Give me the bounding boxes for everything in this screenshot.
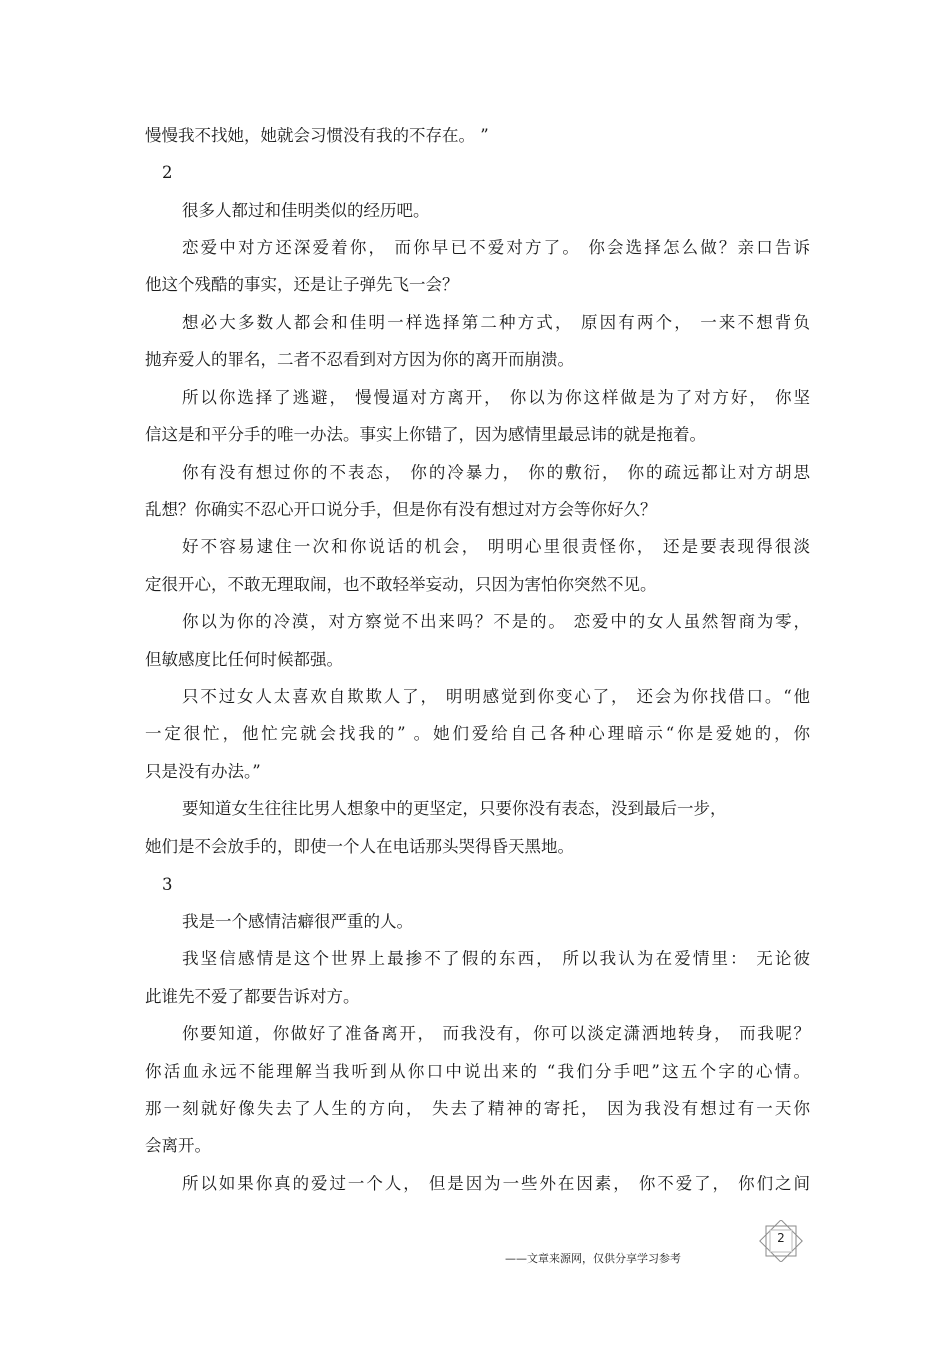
text-line: 我坚信感情是这个世界上最掺不了假的东西， 所以我认为在爱情里： 无论彼	[182, 949, 810, 968]
text-line: 你活血永远不能理解当我听到从你口中说出来的 “我们分手吧”这五个字的心情。	[145, 1062, 810, 1081]
section-number: 3	[162, 875, 173, 894]
text-line: 他这个残酷的事实，还是让子弹先飞一会？	[145, 275, 459, 294]
text-line: 所以如果你真的爱过一个人， 但是因为一些外在因素， 你不爱了， 你们之间	[182, 1174, 810, 1193]
text-line: 此谁先不爱了都要告诉对方。	[145, 987, 360, 1006]
text-line: 好不容易逮住一次和你说话的机会， 明明心里很责怪你， 还是要表现得很淡	[182, 537, 810, 556]
text-line: 会离开。	[145, 1136, 211, 1155]
page-number-badge	[757, 1220, 805, 1262]
text-line: 恋爱中对方还深爱着你， 而你早已不爱对方了。 你会选择怎么做？亲口告诉	[182, 238, 810, 257]
section-number: 2	[162, 163, 173, 182]
text-line: 但敏感度比任何时候都强。	[145, 650, 343, 669]
text-line: 那一刻就好像失去了人生的方向， 失去了精神的寄托， 因为我没有想过有一天你	[145, 1099, 810, 1118]
text-line: 定很开心，不敢无理取闹，也不敢轻举妄动，只因为害怕你突然不见。	[145, 575, 657, 594]
text-line: 你以为你的冷漠，对方察觉不出来吗？不是的。 恋爱中的女人虽然智商为零，	[182, 612, 810, 631]
text-line: 只是没有办法。”	[145, 762, 261, 781]
text-line: 乱想？你确实不忍心开口说分手，但是你有没有想过对方会等你好久？	[145, 500, 657, 519]
text-line: 你要知道，你做好了准备离开， 而我没有，你可以淡定潇洒地转身， 而我呢？	[182, 1024, 810, 1043]
text-line: 她们是不会放手的，即使一个人在电话那头哭得昏天黑地。	[145, 837, 574, 856]
text-line: 我是一个感情洁癖很严重的人。	[182, 912, 413, 931]
text-line: 信这是和平分手的唯一办法。事实上你错了，因为感情里最忌讳的就是拖着。	[145, 425, 706, 444]
text-line: 想必大多数人都会和佳明一样选择第二种方式， 原因有两个， 一来不想背负	[182, 313, 810, 332]
text-line: 一定很忙，他忙完就会找我的” 。她们爱给自己各种心理暗示“你是爱她的，你	[145, 724, 810, 743]
text-line: 你有没有想过你的不表态， 你的冷暴力， 你的敷衍， 你的疏远都让对方胡思	[182, 463, 810, 482]
text-line: 要知道女生往往比男人想象中的更坚定，只要你没有表态，没到最后一步，	[182, 799, 727, 818]
source-note: ——文章来源网，仅供分享学习参考	[505, 1252, 681, 1265]
text-line: 所以你选择了逃避， 慢慢逼对方离开， 你以为你这样做是为了对方好， 你坚	[182, 388, 810, 407]
text-line: 很多人都过和佳明类似的经历吧。	[182, 201, 430, 220]
page-number: 2	[777, 1231, 785, 1245]
text-line: 抛弃爱人的罪名，二者不忍看到对方因为你的离开而崩溃。	[145, 350, 574, 369]
text-line: 慢慢我不找她，她就会习惯没有我的不存在。 ”	[145, 126, 489, 145]
text-line: 只不过女人太喜欢自欺欺人了， 明明感觉到你变心了， 还会为你找借口。“他	[182, 687, 810, 706]
